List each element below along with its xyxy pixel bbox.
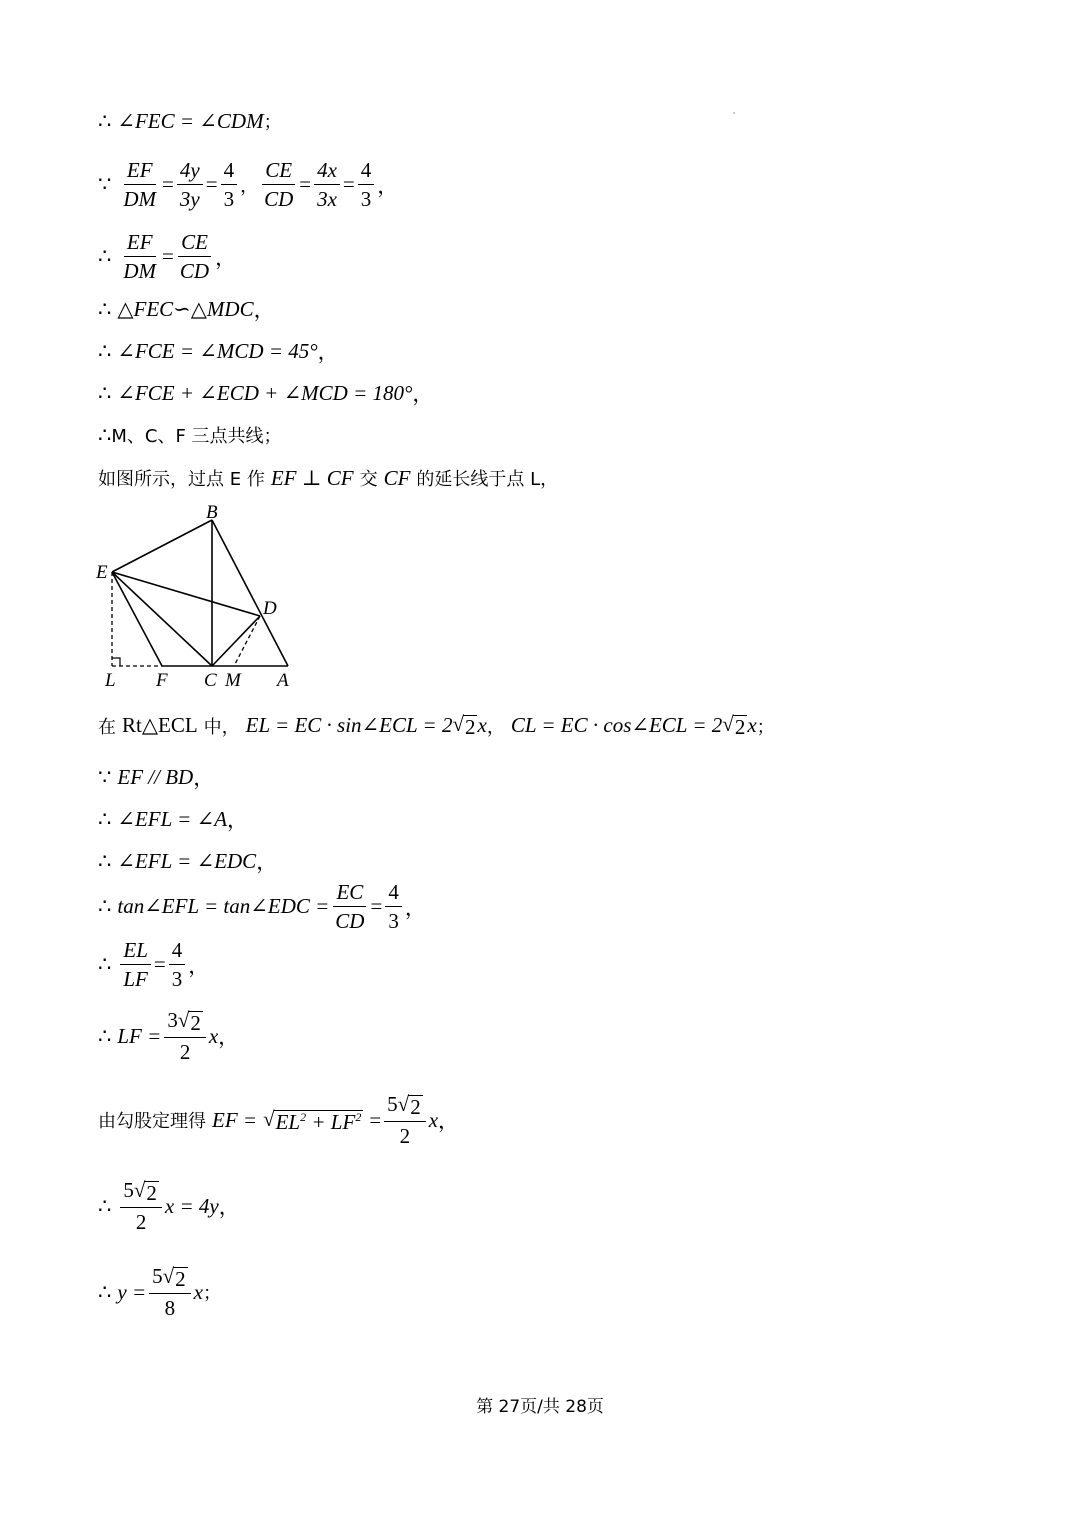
- geometry-figure: [92, 498, 302, 693]
- because-symbol: ∵: [98, 764, 112, 789]
- fraction: $\frac{CE}{CD}$: [264, 158, 294, 212]
- line-14: ∴ $\frac{EL}{LF}$ = $\frac{4}{3}$ ，: [98, 938, 210, 992]
- label-B: B: [206, 502, 218, 523]
- statement-text: M、C、F 三点共线；: [111, 426, 282, 447]
- fraction: $\frac{EL}{LF}$: [120, 938, 151, 991]
- line-15: ∴ LF = 3 √ 2 2 x ，: [98, 1008, 240, 1065]
- fraction: $\frac{4}{3}$: [358, 158, 375, 211]
- line-12: ∴ ∠EFL = ∠EDC ，: [98, 848, 278, 874]
- fraction: 5 √ 2 2: [120, 1178, 162, 1234]
- punctuation: ；: [263, 112, 282, 133]
- label-L: L: [105, 670, 116, 691]
- expression: △FEC∽△MDC: [117, 296, 254, 321]
- line-10: ∵ EF // BD ，: [98, 764, 215, 790]
- therefore-symbol: ∴: [98, 244, 112, 269]
- line-3: ∴ $\frac{EF}{DM}$ = $\frac{CE}{CD}$ ，: [98, 230, 237, 284]
- line-1: [98, 108, 282, 134]
- line-4: ∴ △FEC∽△MDC ，: [98, 296, 275, 322]
- expression: ∠FCE + ∠ECD + ∠MCD = 180°: [117, 380, 413, 405]
- sqrt: √ 2: [452, 712, 476, 739]
- line-5: ∴ ∠FCE = ∠MCD = 45° ，: [98, 338, 339, 364]
- therefore-symbol: ∴: [98, 894, 112, 919]
- triangle-name: Rt△ECL: [122, 713, 198, 738]
- fraction: $\frac{CE}{CD}$: [179, 230, 210, 284]
- line-2: ∵ $\frac{EF}{DM}$ = $\frac{4y}{3y}$ = $\frac{4}{3}$ ， $\frac{CE}{CD}$ = $\frac{4x}{3x}$ = $\frac{4}{3}$ ，: [98, 158, 399, 212]
- therefore-symbol: ∴: [98, 806, 112, 831]
- fraction: $\frac{EF}{DM}$: [123, 230, 157, 284]
- fraction: 5 √ 2 8: [149, 1264, 191, 1320]
- expression: EF // BD: [117, 764, 194, 789]
- therefore-symbol: ∴: [98, 848, 112, 873]
- label-D: D: [263, 598, 277, 619]
- therefore-symbol: ∴: [98, 338, 112, 363]
- line-7: [98, 422, 282, 448]
- label-C: C: [204, 670, 217, 691]
- line-6: ∴ ∠FCE + ∠ECD + ∠MCD = 180° ，: [98, 380, 434, 406]
- segment-ED: [112, 572, 260, 616]
- sqrt: √ $EL^2 + LF^2$: [263, 1106, 362, 1134]
- segment-EB: [112, 520, 212, 572]
- expression: ∠FCE = ∠MCD = 45°: [117, 338, 318, 363]
- therefore-symbol: ∴: [98, 380, 112, 405]
- line-16: 由勾股定理得 EF = √ $EL^2 + LF^2$ = 5 √ 2 2 x ，: [98, 1092, 460, 1149]
- therefore-symbol: ∴: [98, 422, 112, 447]
- page-footer: 第 27页/共 28页: [476, 1397, 604, 1417]
- fraction: $\frac{4}{3}$: [169, 938, 186, 991]
- line-11: ∴ ∠EFL = ∠A ，: [98, 806, 249, 832]
- expression: ∠EFL = ∠A: [117, 806, 228, 831]
- label-A: A: [277, 670, 289, 691]
- line-18: ∴ y = 5 √ 2 8 x ；: [98, 1264, 221, 1321]
- expression: EF ⊥ CF: [270, 465, 354, 490]
- line-13: ∴ tan∠EFL = tan∠EDC = $\frac{EC}{CD}$ = $\frac{4}{3}$ ，: [98, 880, 426, 934]
- label-M: M: [225, 670, 241, 691]
- figure-solid-lines: [112, 520, 288, 666]
- therefore-symbol: ∴: [98, 1193, 112, 1218]
- fraction: $\frac{4y}{3y}$: [177, 158, 203, 211]
- because-symbol: ∵: [98, 172, 112, 197]
- therefore-symbol: ∴: [98, 296, 112, 321]
- sqrt: √ 2: [722, 712, 746, 739]
- label-E: E: [96, 562, 108, 583]
- fraction: 3 √ 2 2: [164, 1008, 206, 1064]
- figure-dashed-lines: [112, 572, 260, 666]
- segment-CD: [212, 616, 260, 666]
- fraction: $\frac{4}{3}$: [385, 880, 402, 933]
- label-F: F: [156, 670, 168, 691]
- fraction: $\frac{4x}{3x}$: [314, 158, 340, 211]
- expression: EL = EC · sin∠ECL = 2: [245, 713, 453, 738]
- line-17: ∴ 5 √ 2 2 x = 4y ，: [98, 1178, 240, 1235]
- line-8: 如图所示，过点 E 作 EF ⊥ CF 交 CF 的延长线于点 L，: [98, 465, 559, 490]
- expression: ∠FEC = ∠CDM: [117, 108, 264, 133]
- segment-EF: [112, 572, 162, 666]
- therefore-symbol: ∴: [98, 1023, 112, 1048]
- therefore-symbol: ∴: [98, 952, 112, 977]
- right-angle-mark: [112, 658, 120, 666]
- expression: ∠EFL = ∠EDC: [117, 848, 257, 873]
- fraction: $\frac{4}{3}$: [221, 158, 238, 211]
- expression: tan∠EFL = tan∠EDC =: [117, 894, 330, 919]
- therefore-symbol: ∴: [98, 108, 112, 133]
- therefore-symbol: ∴: [98, 1279, 112, 1304]
- scan-speck: [733, 112, 735, 114]
- fraction: $\frac{EF}{DM}$: [123, 158, 157, 212]
- line-9: 在 Rt△ECL 中， EL = EC · sin∠ECL = 2 √ 2 x ， CL = EC · cos∠ECL = 2 √ 2 x ；: [98, 712, 775, 739]
- segment-BA: [212, 520, 288, 666]
- expression: CL = EC · cos∠ECL = 2: [510, 713, 723, 738]
- fraction: $\frac{EC}{CD}$: [335, 880, 365, 934]
- segment-DM: [234, 616, 260, 666]
- fraction: 5 √ 2 2: [384, 1092, 426, 1148]
